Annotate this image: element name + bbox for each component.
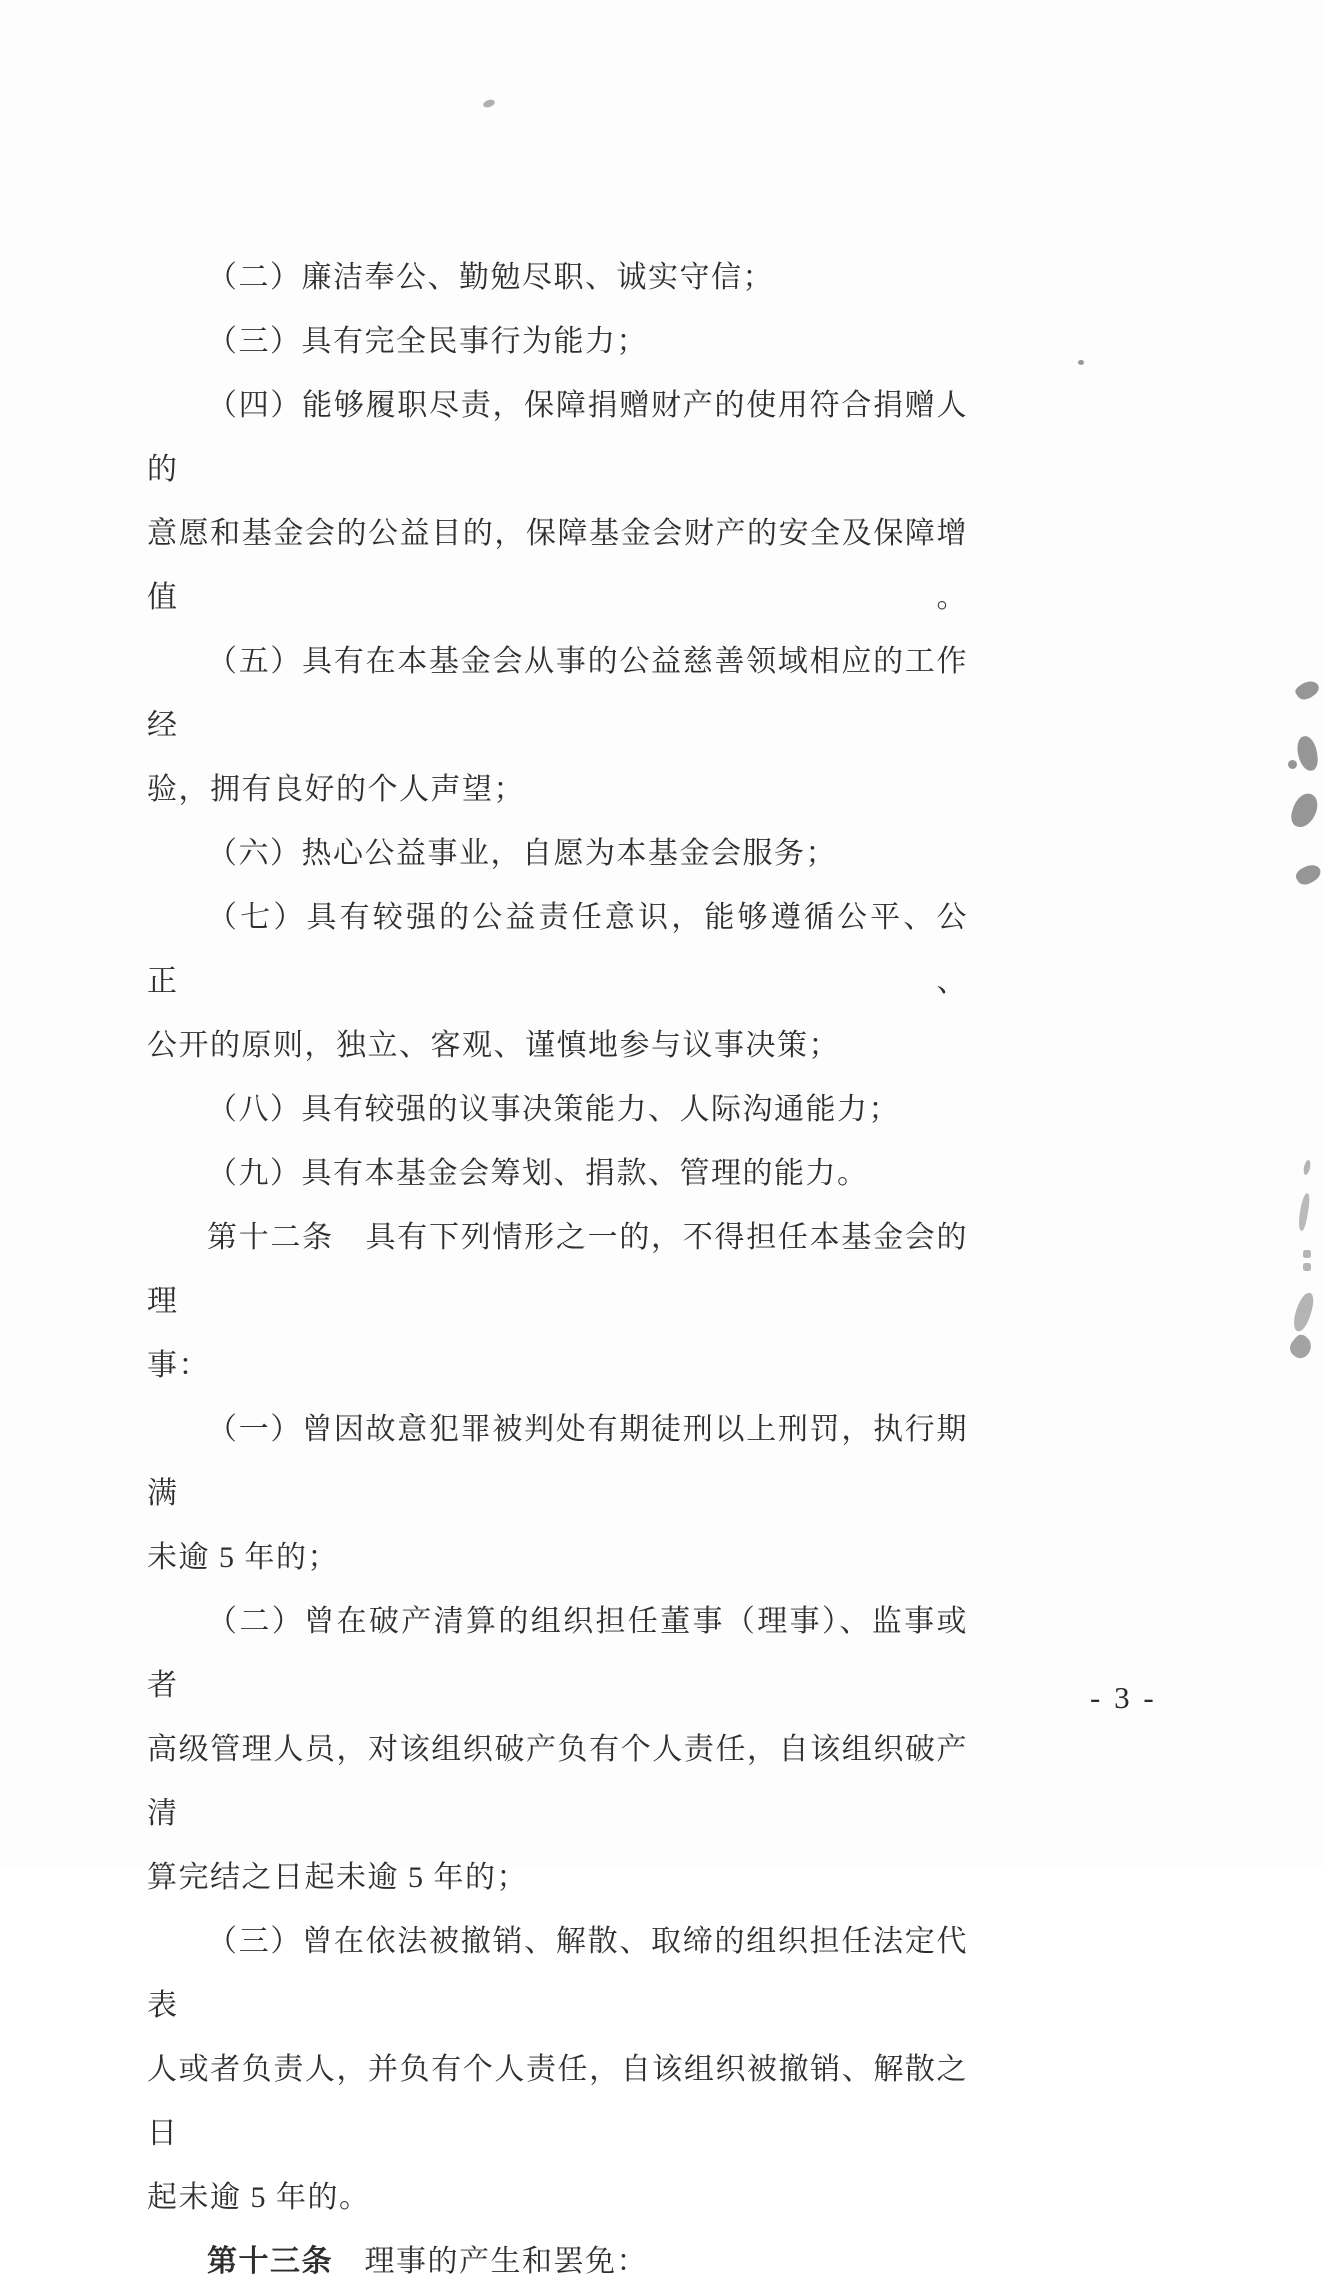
line-text: 验，拥有良好的个人声望； xyxy=(147,773,525,806)
line-text: 意愿和基金会的公益目的，保障基金会财产的安全及保障增值。 xyxy=(147,517,968,614)
line-text: 人或者负责人，并负有个人责任，自该组织被撤销、解散之日 xyxy=(147,2053,968,2150)
ink-smudge xyxy=(1286,1332,1315,1362)
text-line xyxy=(147,822,968,886)
text-line xyxy=(147,630,968,758)
text-line xyxy=(147,1398,968,1526)
line-text: （三）曾在依法被撤销、解散、取缔的组织担任法定代表 xyxy=(147,1925,968,2022)
text-line xyxy=(147,374,968,502)
line-text: （六）热心公益事业，自愿为本基金会服务； xyxy=(207,837,837,870)
line-text: （三）具有完全民事行为能力； xyxy=(207,325,648,358)
text-block xyxy=(147,246,968,2294)
text-line xyxy=(147,758,968,822)
text-line xyxy=(147,2038,968,2166)
ink-smudge xyxy=(1288,760,1297,769)
text-line xyxy=(147,310,968,374)
line-text: （二）曾在破产清算的组织担任董事（理事）、监事或者 xyxy=(147,1605,968,1702)
text-line xyxy=(147,1078,968,1142)
line-text: 事： xyxy=(147,1349,210,1382)
ink-smudge xyxy=(1303,1263,1311,1271)
scan-speck xyxy=(1078,360,1084,365)
line-text: 第十二条 具有下列情形之一的，不得担任本基金会的理 xyxy=(147,1221,968,1318)
line-text: （一）曾因故意犯罪被判处有期徒刑以上刑罚，执行期满 xyxy=(147,1413,968,1510)
text-line xyxy=(147,2230,968,2294)
line-text: 公开的原则，独立、客观、谨慎地参与议事决策； xyxy=(147,1029,840,1062)
ink-smudge xyxy=(1296,735,1320,772)
line-text: 高级管理人员，对该组织破产负有个人责任，自该组织破产清 xyxy=(147,1733,968,1830)
text-line xyxy=(147,502,968,630)
ink-smudge xyxy=(1303,1250,1311,1258)
ink-smudge xyxy=(1291,1291,1316,1334)
ink-smudge xyxy=(1293,861,1323,888)
line-text: 理事的产生和罢免： xyxy=(333,2245,648,2278)
line-text: （九）具有本基金会筹划、捐款、管理的能力。 xyxy=(207,1157,869,1190)
text-line xyxy=(147,1526,968,1590)
line-text: （四）能够履职尽责，保障捐赠财产的使用符合捐赠人的 xyxy=(147,389,968,486)
ink-smudge xyxy=(1303,1160,1312,1176)
line-text: （五）具有在本基金会从事的公益慈善领域相应的工作经 xyxy=(147,645,968,742)
text-line xyxy=(147,1334,968,1398)
text-line xyxy=(147,1206,968,1334)
line-text: 算完结之日起未逾 5 年的； xyxy=(147,1861,528,1894)
ink-smudge xyxy=(1297,1193,1311,1232)
ink-smudge xyxy=(1293,677,1321,703)
text-line xyxy=(147,1718,968,1846)
text-line xyxy=(147,1846,968,1910)
line-text: 未逾 5 年的； xyxy=(147,1541,339,1574)
line-text: 起未逾 5 年的。 xyxy=(147,2181,371,2214)
ink-smudge xyxy=(1288,790,1321,830)
page-number: - 3 - xyxy=(1090,1680,1157,1715)
text-line xyxy=(147,1142,968,1206)
text-line xyxy=(147,1014,968,1078)
text-line xyxy=(147,886,968,1014)
text-line xyxy=(147,2166,968,2230)
text-line xyxy=(147,1590,968,1718)
line-text: （二）廉洁奉公、勤勉尽职、诚实守信； xyxy=(207,261,774,294)
scan-speck xyxy=(482,98,496,109)
line-text: （七）具有较强的公益责任意识，能够遵循公平、公正、 xyxy=(147,901,968,998)
text-line xyxy=(147,1910,968,2038)
article-heading: 第十三条 xyxy=(207,2245,333,2278)
text-line xyxy=(147,246,968,310)
line-text: （八）具有较强的议事决策能力、人际沟通能力； xyxy=(207,1093,900,1126)
